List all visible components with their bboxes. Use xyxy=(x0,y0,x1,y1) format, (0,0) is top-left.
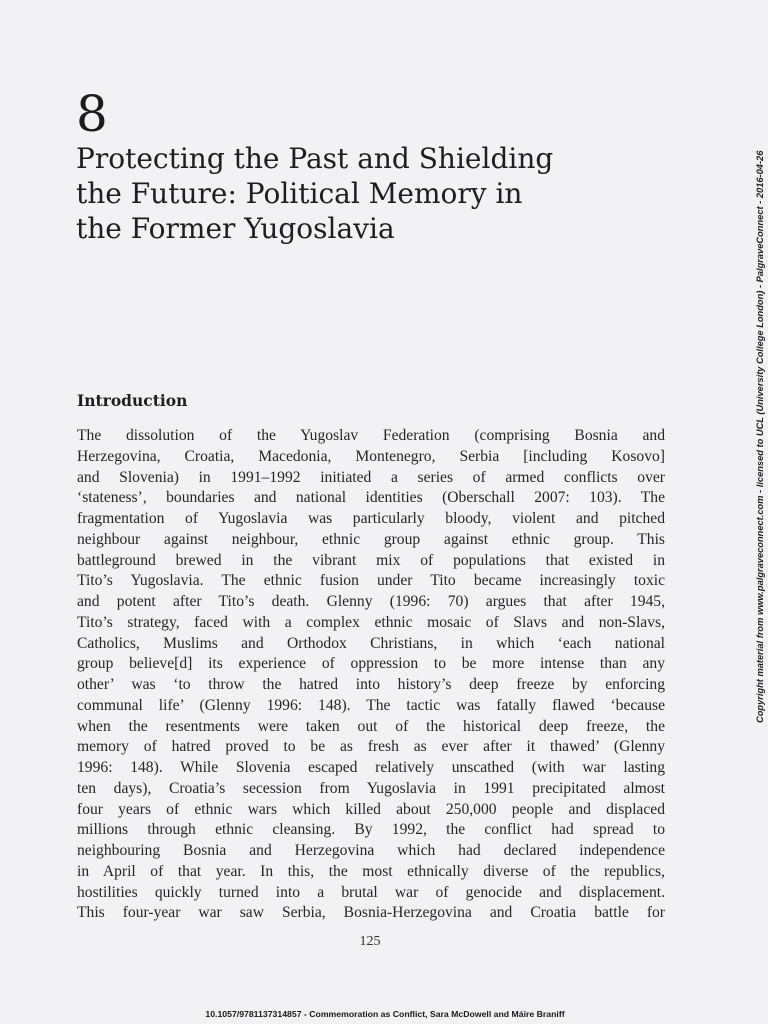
copyright-notice: Copyright material from www.palgraveconnect.com - licensed to UCL (University College London) - PalgraveConnect - 2016-04-26 xyxy=(755,150,765,723)
paragraph-line: communal life’ (Glenny 1996: 148). The tactic was fatally flawed ‘because xyxy=(77,696,665,714)
paragraph-line: ‘stateness’, boundaries and national identities (Oberschall 2007: 103). The xyxy=(77,489,665,507)
paragraph-line: fragmentation of Yugoslavia was particularly bloody, violent and pitched xyxy=(77,510,665,527)
paragraph-line: other’ was ‘to throw the hatred into history’s deep freeze by enforcing xyxy=(77,676,665,693)
footer-citation: 10.1057/9781137314857 - Commemoration as Conflict, Sara McDowell and Máire Braniff xyxy=(205,1009,565,1019)
paragraph-line: millions through ethnic cleansing. By 1992, the conflict had spread to xyxy=(77,821,665,839)
chapter-title-line: the Future: Political Memory in xyxy=(76,177,523,210)
paragraph-line: in April of that year. In this, the most ethnically diverse of the republics, xyxy=(77,862,665,880)
paragraph-line: Tito’s strategy, faced with a complex ethnic mosaic of Slavs and non-Slavs, xyxy=(77,613,665,631)
paragraph-line: 1996: 148). While Slovenia escaped relatively unscathed (with war lasting xyxy=(77,759,665,776)
paragraph-line: Herzegovina, Croatia, Macedonia, Montenegro, Serbia [including Kosovo] xyxy=(77,447,665,465)
chapter-title xyxy=(76,141,676,246)
paragraph-line: battleground brewed in the vibrant mix of populations that existed in xyxy=(77,551,665,569)
paragraph-line: group believe[d] its experience of oppression to be more intense than any xyxy=(77,655,665,673)
paragraph-line: ten days), Croatia’s secession from Yugoslavia in 1991 precipitated almost xyxy=(77,779,665,797)
page-number: 125 xyxy=(359,934,381,949)
chapter-title-line: Protecting the Past and Shielding xyxy=(76,142,554,175)
section-heading: Introduction xyxy=(77,391,188,410)
paragraph-line: four years of ethnic wars which killed about 250,000 people and displaced xyxy=(77,800,665,818)
paragraph-line: This four-year war saw Serbia, Bosnia-Herzegovina and Croatia battle for xyxy=(77,904,665,922)
chapter-number: 8 xyxy=(76,85,108,143)
paragraph-line: and Slovenia) in 1991–1992 initiated a series of armed conflicts over xyxy=(77,468,665,486)
paragraph-line: The dissolution of the Yugoslav Federation (comprising Bosnia and xyxy=(77,427,665,444)
paragraph-line: and potent after Tito’s death. Glenny (1996: 70) argues that after 1945, xyxy=(77,593,665,610)
paragraph-line: memory of hatred proved to be as fresh as ever after it thawed’ (Glenny xyxy=(77,738,665,756)
paragraph-line: neighbouring Bosnia and Herzegovina which had declared independence xyxy=(77,842,665,859)
body-paragraph xyxy=(77,426,665,924)
paragraph-line: hostilities quickly turned into a brutal war of genocide and displacement. xyxy=(77,883,665,901)
paragraph-line: neighbour against neighbour, ethnic group against ethnic group. This xyxy=(77,530,665,548)
copyright-sidebar xyxy=(753,150,767,723)
paragraph-line: Tito’s Yugoslavia. The ethnic fusion under Tito became increasingly toxic xyxy=(77,572,665,590)
paragraph-line: when the resentments were taken out of the historical deep freeze, the xyxy=(77,717,665,735)
chapter-title-line: the Former Yugoslavia xyxy=(76,212,395,245)
paragraph-line: Catholics, Muslims and Orthodox Christians, in which ‘each national xyxy=(77,634,665,652)
